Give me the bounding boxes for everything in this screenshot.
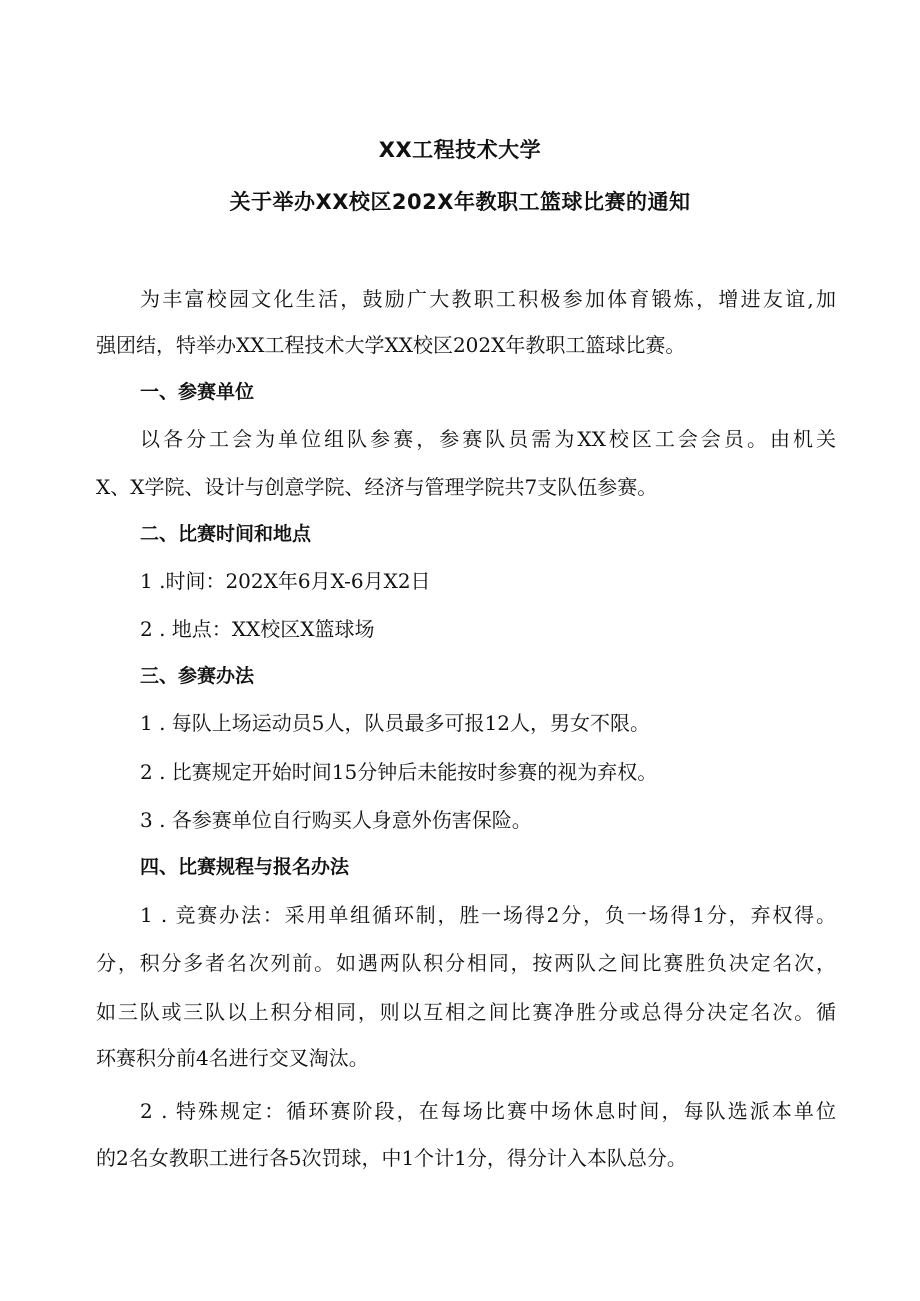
section-4-item-1-line-3: 如三队或三队以上积分相同，则以互相之间比赛净胜分或总得分决定名次。循 bbox=[96, 1000, 836, 1024]
section-1-heading: 一、参赛单位 bbox=[140, 381, 255, 403]
section-3-item-1: 1 . 每队上场运动员5人，队员最多可报12人，男女不限。 bbox=[140, 711, 650, 735]
section-4-item-1-line-2: 分，积分多者名次列前。如遇两队积分相同，按两队之间比赛胜负决定名次， bbox=[96, 951, 836, 975]
section-4-heading: 四、比赛规程与报名办法 bbox=[140, 856, 350, 878]
section-2-item-time: 1 .时间：202X年6月X-6月X2日 bbox=[140, 569, 431, 593]
section-3-item-2: 2 . 比赛规定开始时间15分钟后未能按时参赛的视为弃权。 bbox=[140, 760, 658, 784]
section-4-item-1-line-1: 1 . 竞赛办法：采用单组循环制，胜一场得2分，负一场得1分，弃权得。 bbox=[140, 903, 836, 927]
section-4-item-1-line-4: 环赛积分前4名进行交叉淘汰。 bbox=[96, 1046, 369, 1070]
intro-paragraph-line-1: 为丰富校园文化生活，鼓励广大教职工积极参加体育锻炼，增进友谊,加 bbox=[140, 287, 836, 311]
section-1-line-1: 以各分工会为单位组队参赛，参赛队员需为XX校区工会会员。由机关 bbox=[140, 427, 836, 451]
section-2-heading: 二、比赛时间和地点 bbox=[140, 523, 312, 545]
section-2-item-location: 2 . 地点：XX校区X篮球场 bbox=[140, 617, 375, 641]
section-3-heading: 三、参赛办法 bbox=[140, 665, 255, 687]
section-4-item-2-line-2: 的2名女教职工进行各5次罚球，中1个计1分，得分计入本队总分。 bbox=[96, 1146, 687, 1170]
university-name: XX工程技术大学 bbox=[378, 138, 542, 162]
notice-title: 关于举办XX校区202X年教职工篮球比赛的通知 bbox=[229, 190, 691, 214]
section-4-item-2-line-1: 2 . 特殊规定：循环赛阶段，在每场比赛中场休息时间，每队选派本单位 bbox=[140, 1099, 836, 1123]
section-1-line-2: X、X学院、设计与创意学院、经济与管理学院共7支队伍参赛。 bbox=[96, 475, 658, 499]
section-3-item-3: 3 . 各参赛单位自行购买人身意外伤害保险。 bbox=[140, 808, 532, 832]
intro-paragraph-line-2: 强团结，特举办XX工程技术大学XX校区202X年教职工篮球比赛。 bbox=[96, 333, 686, 357]
